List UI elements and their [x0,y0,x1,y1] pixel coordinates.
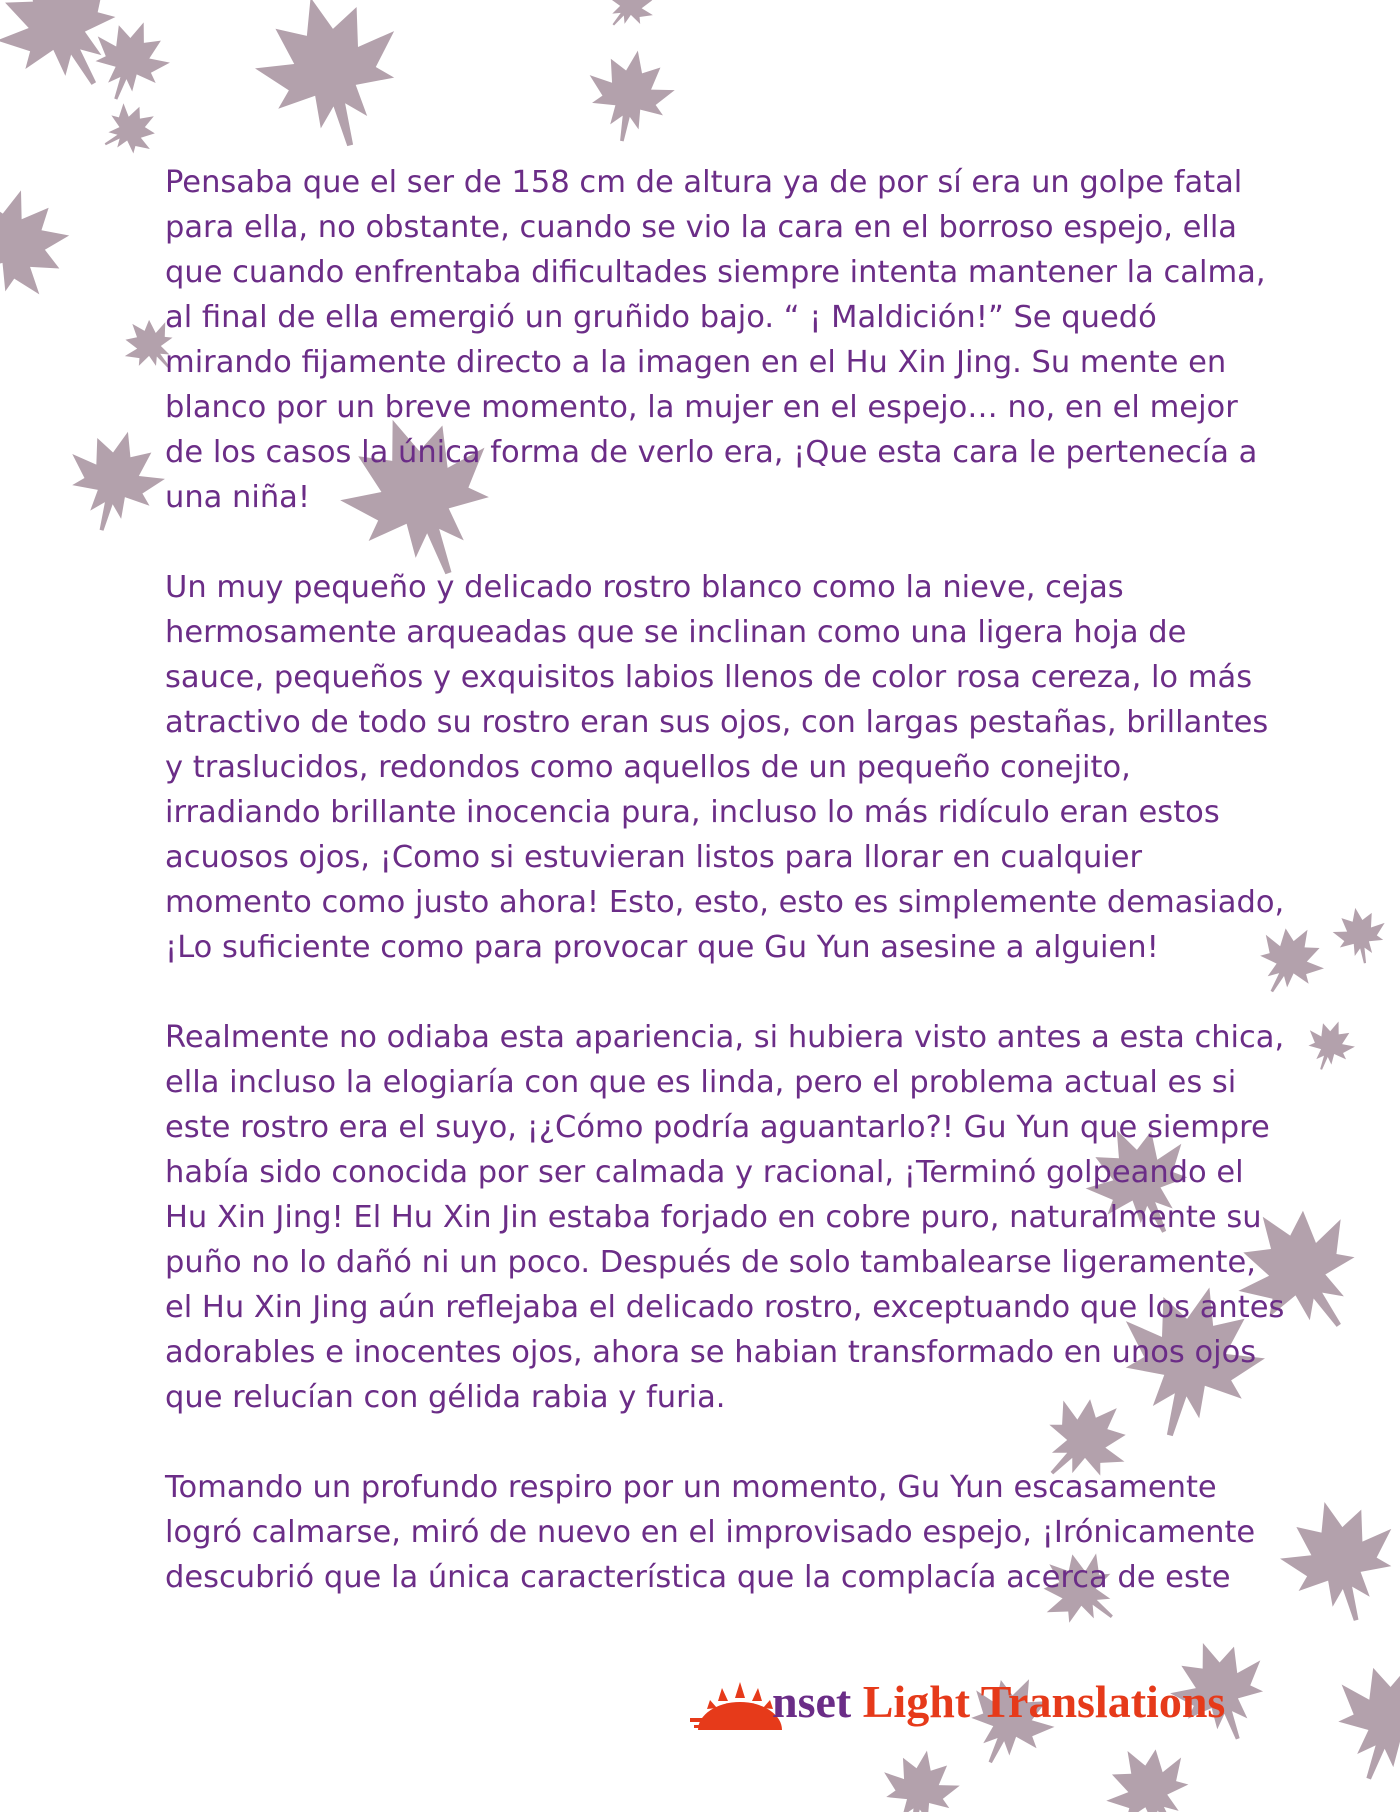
leaf-icon [1299,1013,1362,1077]
logo-word-sunset: nset [772,1676,852,1727]
leaf-icon [595,0,665,40]
leaf-icon [92,93,167,167]
leaf-icon [55,419,174,542]
leaf-icon [1090,1729,1211,1812]
leaf-icon [1315,1644,1400,1798]
document-body [165,160,1285,1645]
translator-logo [690,1674,1290,1734]
leaf-icon [1329,903,1391,967]
paragraph-4: Tomando un profundo respiro por un momento, Gu Yun escasamente logró calmarse, miró de nuevo en el improvisado espejo, ¡Irónicamente descubrió que la única característica que la complacía acerca de este [165,1470,1256,1595]
leaf-icon [875,1744,965,1812]
paragraph-3: Realmente no odiaba esta apariencia, si hubiera visto antes a esta chica, ella incluso la elogiaría con que es linda, pero el problema actual es si este rostro era el suyo, ¡¿Cómo podría aguantarlo?! Gu Yun que siempre había sido conocida por ser calmada y racional, ¡Terminó golpeando el Hu Xin Jing! El Hu Xin Jin estaba forjado en cobre puro, naturalmente su puño no lo dañó ni un poco. Después de solo tambalearse ligeramente, el Hu Xin Jing aún reflejaba el delicado rostro, exceptuando que los antes adorables e inocentes ojos, ahora se habian transformado en unos ojos que relucían con gélida rabia y furia. [165,1020,1285,1415]
paragraph-2: Un muy pequeño y delicado rostro blanco como la nieve, cejas hermosamente arqueadas que se inclinan como una ligera hoja de sauce, pequeños y exquisitos labios llenos de color rosa cereza, lo más atractivo de todo su rostro eran sus ojos, con largas pestañas, brillantes y traslucidos, redondos como aquellos de un pequeño conejito, irradiando brillante inocencia pura, incluso lo más ridículo eran estos acuosos ojos, ¡Como si estuvieran listos para llorar en cualquier momento como justo ahora! Esto, esto, esto es simplemente demasiado, ¡Lo suficiente como para provocar que Gu Yun asesine a alguien! [165,570,1285,965]
leaf-icon [241,0,420,164]
logo-wordmark [772,1674,1225,1730]
logo-word-light-translations: Light Translations [862,1676,1226,1727]
leaf-icon [1269,1487,1400,1635]
paragraph-1: Pensaba que el ser de 158 cm de altura ya de por sí era un golpe fatal para ella, no obstante, cuando se vio la cara en el borroso espejo, ella que cuando enfrentaba dificultades siempre intenta mantener la calma, al final de ella emergió un gruñido bajo. “ ¡ Maldición!” Se quedó mirando fijamente directo a la imagen en el Hu Xin Jing. Su mente en blanco por un breve momento, la mujer en el espejo… no, en el mejor de los casos la única forma de verlo era, ¡Que esta cara le pertenecía a una niña! [165,165,1266,515]
leaf-icon [579,43,680,148]
leaf-icon [0,183,78,306]
